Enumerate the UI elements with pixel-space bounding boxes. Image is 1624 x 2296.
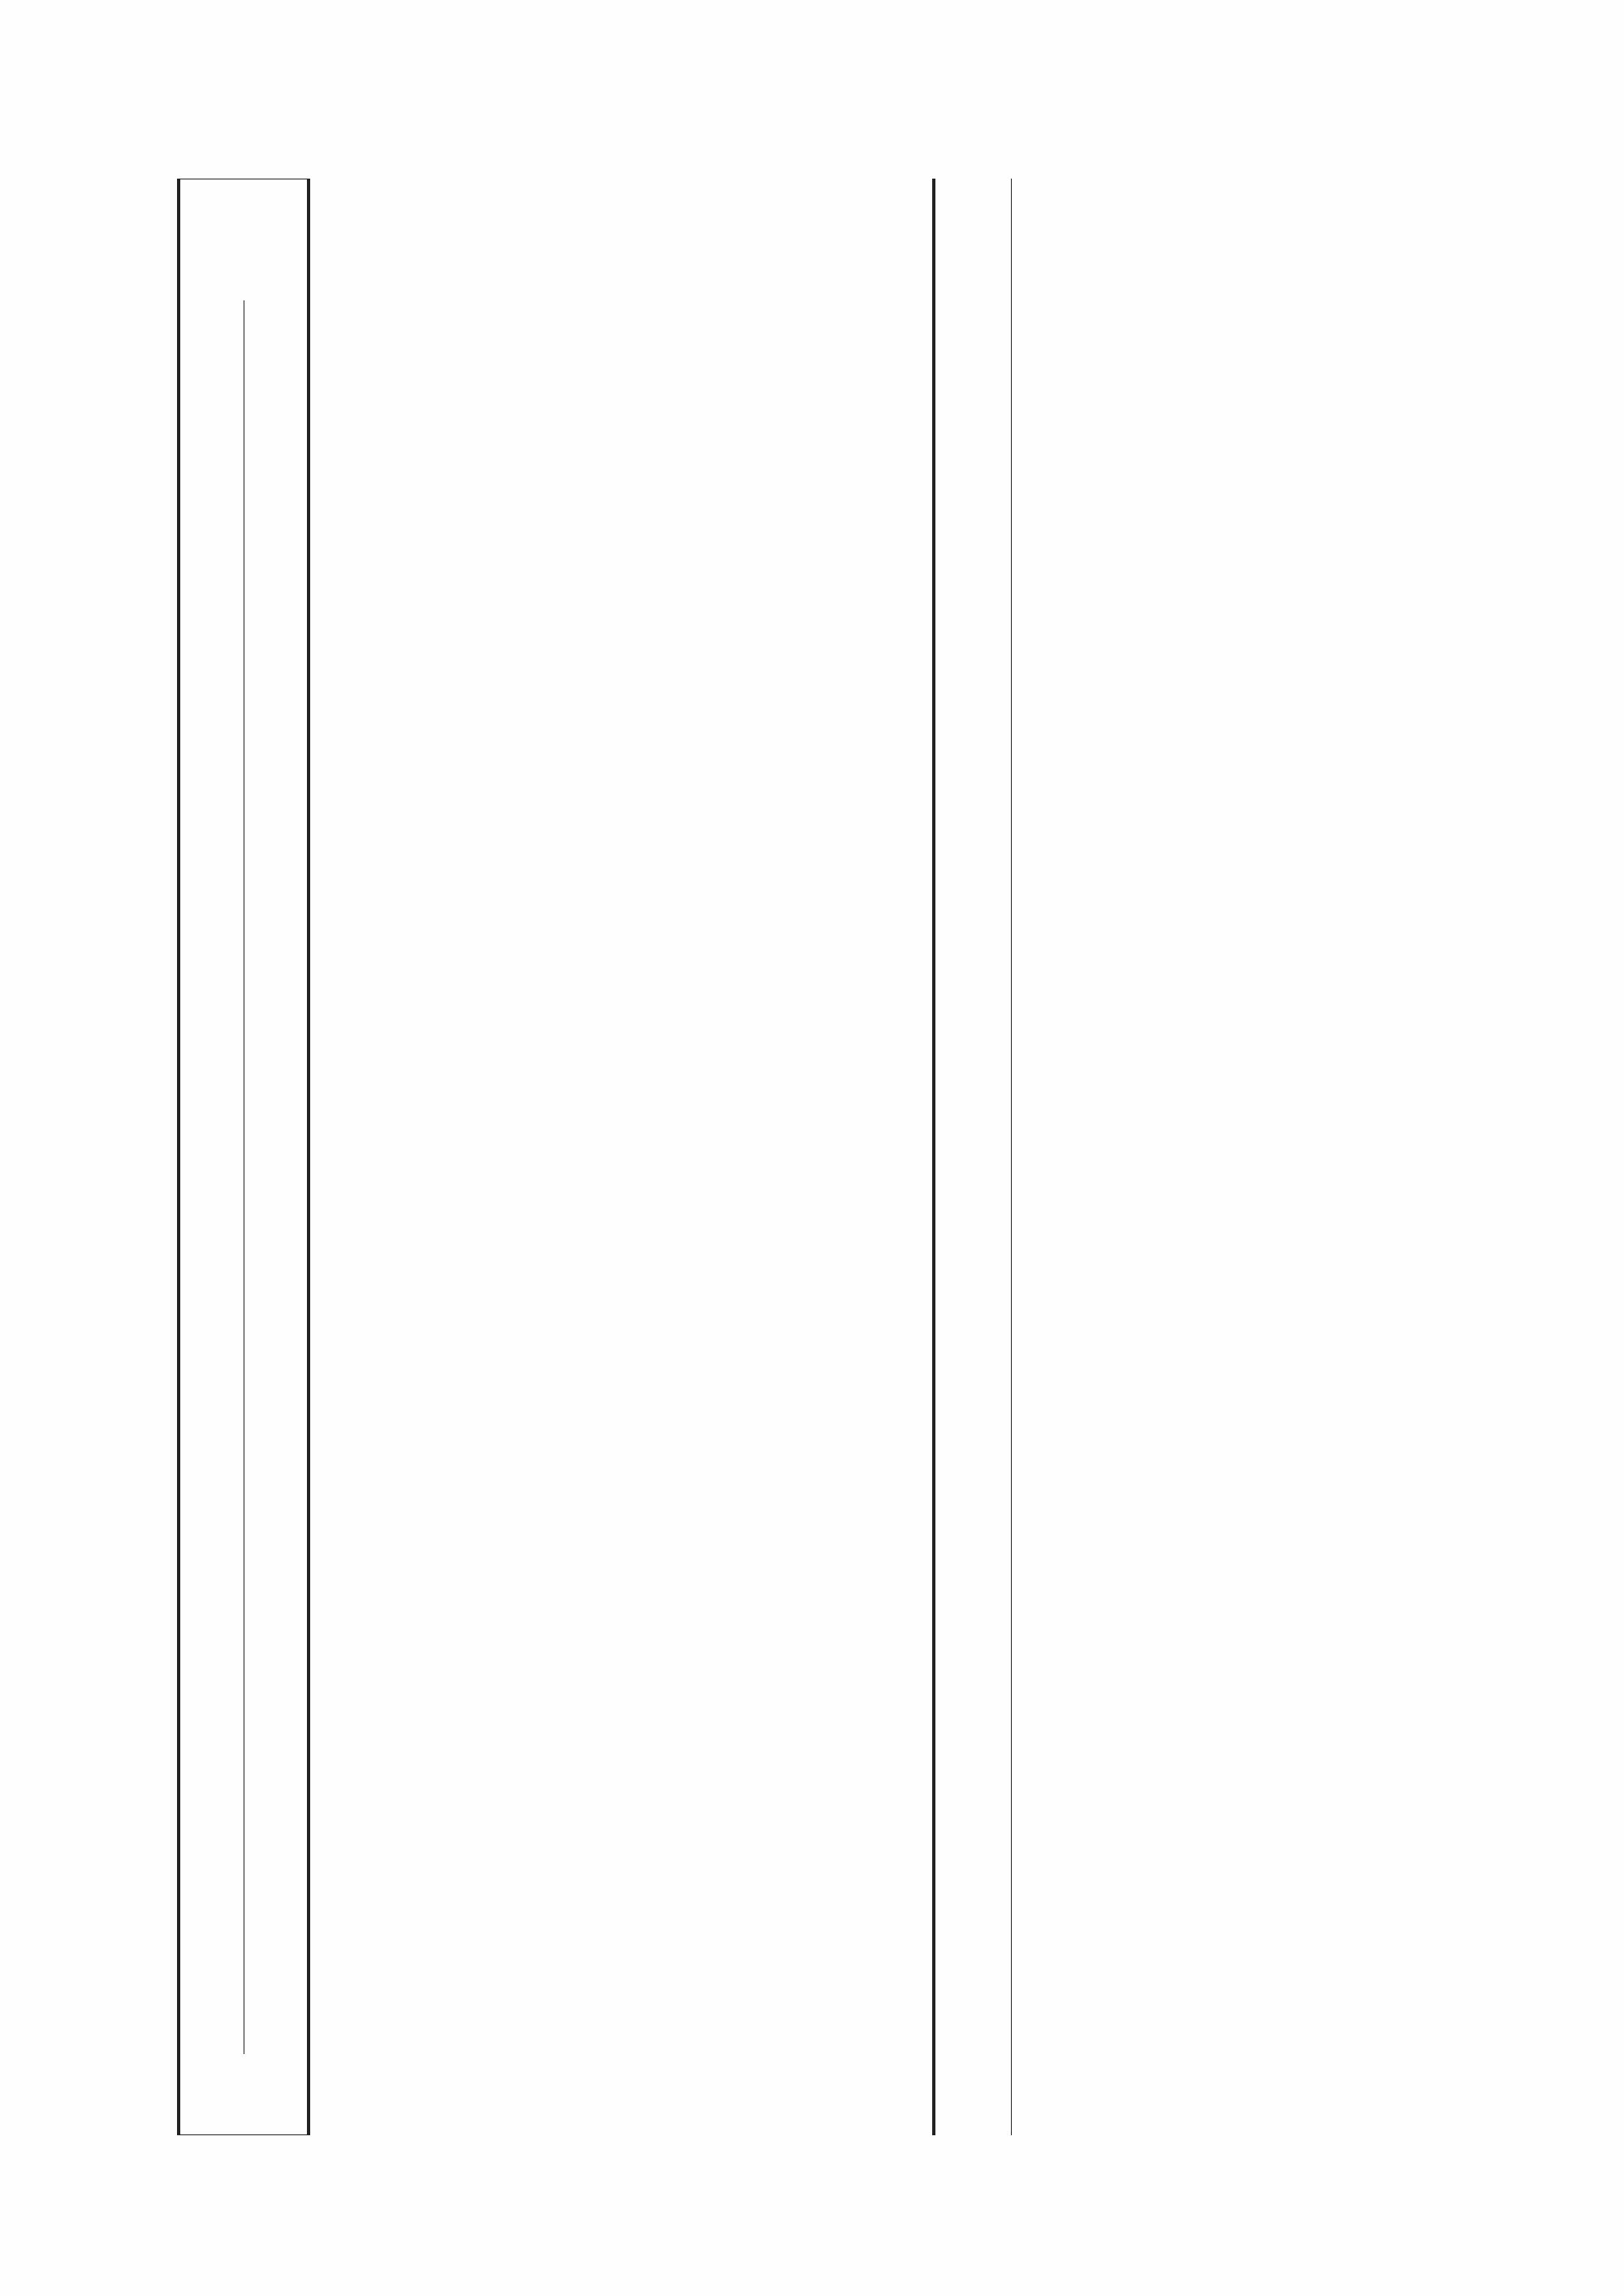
header-rule [307, 179, 310, 2135]
table-1-header-rule [1011, 179, 1012, 2135]
table-1-luftversetzung [885, 179, 1624, 2135]
top-rule [177, 179, 180, 2135]
table-1-top-rule [932, 179, 935, 2135]
